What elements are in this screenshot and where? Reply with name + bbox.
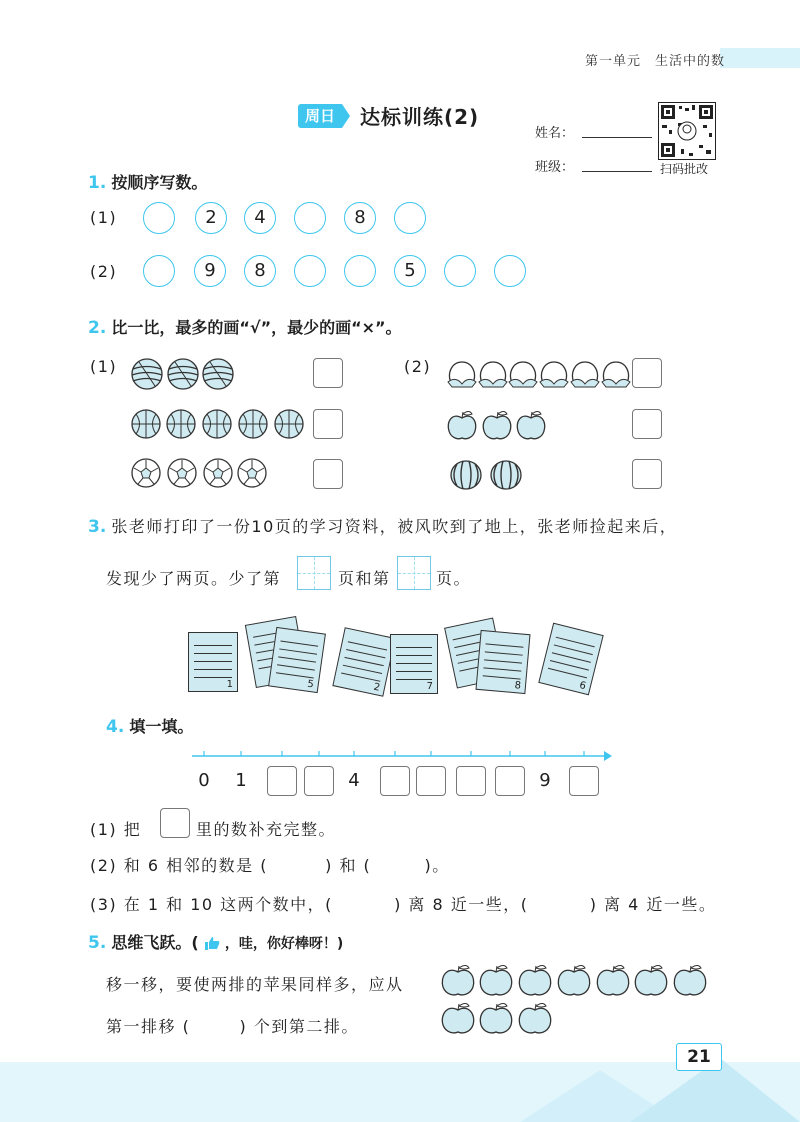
day-badge: 周日	[298, 104, 342, 128]
q4-sub1-part1: (1) 把	[90, 820, 142, 839]
page-label: 6	[578, 680, 588, 693]
paper-page	[538, 623, 603, 696]
q1-row1-cell[interactable]	[143, 202, 175, 234]
q3-line2-part1: 发现少了两页。少了第	[106, 569, 282, 588]
footer-mountains	[520, 1050, 800, 1122]
q2-part1-label: (1)	[90, 357, 118, 376]
peach-row	[448, 362, 630, 387]
q2-objects	[0, 350, 800, 500]
q1-row2-cell[interactable]	[143, 255, 175, 287]
number-line-cells	[189, 766, 619, 798]
q5-apples	[438, 955, 718, 1037]
q3-answer-box-2[interactable]	[397, 556, 431, 590]
q5-line2-part1: 第一排移 (	[106, 1017, 191, 1036]
q4-prompt: 填一填。	[129, 717, 194, 736]
q2-answer-box[interactable]	[632, 358, 662, 388]
q4-sub3-part1: (3) 在 1 和 10 这两个数中，(	[90, 895, 333, 914]
number-line-box[interactable]	[380, 766, 410, 796]
q3-answer-box-1[interactable]	[297, 556, 331, 590]
header-band	[720, 48, 800, 68]
q1-row2-cell[interactable]	[494, 255, 526, 287]
q2-number: 2.	[88, 318, 107, 338]
page-label: 8	[514, 680, 522, 692]
qr-code-icon[interactable]	[658, 102, 716, 160]
q4-sub2-part2: ) 和 (	[325, 856, 372, 875]
page-label: 5	[306, 678, 315, 691]
unit-title: 第一单元 生活中的数	[585, 54, 726, 69]
q5-prompt: 思维飞跃。(	[111, 933, 199, 952]
q3-line2-part2: 页和第	[338, 569, 391, 588]
q3-line1: 张老师打印了一份10页的学习资料，被风吹到了地上，张老师捡起来后，	[111, 517, 678, 536]
q5-line1: 移一移，要使两排的苹果同样多，应从	[106, 975, 404, 994]
q1-row2-cell[interactable]	[344, 255, 376, 287]
q1-row1-label: (1)	[90, 208, 118, 227]
q1-row2-cell: 5	[394, 255, 426, 287]
number-line-value: 4	[348, 770, 360, 791]
q1-row1-cell: 4	[244, 202, 276, 234]
q1-row1-cell[interactable]	[394, 202, 426, 234]
basketball-row	[132, 410, 303, 438]
apple-row-2	[442, 1004, 550, 1033]
q1-row2-label: (2)	[90, 262, 118, 281]
day-badge-arrow	[342, 104, 350, 128]
q4-sub3-part2: ) 离 8 近一些，(	[394, 895, 529, 914]
class-label: 班级：	[535, 160, 575, 175]
q1-row1-cell: 2	[195, 202, 227, 234]
q4-sub1-box-icon	[160, 808, 190, 838]
number-line-box[interactable]	[456, 766, 486, 796]
q1-row2-cell[interactable]	[444, 255, 476, 287]
q1-row1-cell: 8	[344, 202, 376, 234]
number-line-value: 1	[235, 770, 247, 791]
q2-prompt: 比一比，最多的画“√”，最少的画“×”。	[111, 318, 402, 337]
number-line-value: 0	[198, 770, 210, 791]
paper-page	[390, 634, 438, 694]
q4-sub3-part3: ) 离 4 近一些。	[589, 895, 717, 914]
paper-page	[332, 627, 395, 697]
q2-answer-box[interactable]	[313, 409, 343, 439]
q1-number: 1.	[88, 173, 107, 193]
q4-sub1-part2: 里的数补充完整。	[196, 820, 337, 839]
name-blank[interactable]	[582, 136, 652, 138]
q2-answer-box[interactable]	[632, 459, 662, 489]
paper-page	[475, 630, 530, 694]
number-line-box[interactable]	[569, 766, 599, 796]
page-title: 达标训练(2)	[360, 105, 480, 129]
q4-number: 4.	[106, 717, 125, 737]
page-label: 2	[372, 681, 382, 694]
q1-prompt: 按顺序写数。	[111, 173, 208, 192]
q4-sub2-part1: (2) 和 6 相邻的数是 (	[90, 856, 268, 875]
q1-row2-cell: 8	[244, 255, 276, 287]
q2-part2-label: (2)	[404, 357, 432, 376]
number-line-value: 9	[539, 770, 551, 791]
thumbs-up-icon	[204, 935, 220, 954]
q5-praise: ，哇，你好棒呀！)	[224, 936, 344, 952]
beach-ball-row	[132, 359, 233, 389]
q3-number: 3.	[88, 517, 107, 537]
q5-number: 5.	[88, 933, 107, 953]
q3-line2-part3: 页。	[436, 569, 472, 588]
paper-page	[188, 632, 238, 692]
q1-row2-cell[interactable]	[294, 255, 326, 287]
page-label: 7	[426, 681, 433, 692]
name-label: 姓名：	[535, 126, 575, 141]
number-line-box[interactable]	[304, 766, 334, 796]
apple-row-1	[442, 966, 705, 995]
soccer-ball-row	[132, 459, 266, 487]
paper-page	[268, 627, 326, 693]
number-line	[190, 748, 614, 764]
q2-answer-box[interactable]	[632, 409, 662, 439]
page-label: 1	[226, 679, 233, 690]
q2-answer-box[interactable]	[313, 358, 343, 388]
q2-answer-box[interactable]	[313, 459, 343, 489]
q4-sub2-part3: )。	[424, 856, 450, 875]
page-number: 21	[676, 1043, 722, 1071]
number-line-box[interactable]	[495, 766, 525, 796]
q1-row1-cell[interactable]	[294, 202, 326, 234]
qr-caption: 扫码批改	[660, 162, 709, 176]
apple-row	[448, 412, 545, 439]
q1-row2-cell: 9	[194, 255, 226, 287]
number-line-box[interactable]	[416, 766, 446, 796]
q5-line2-part2: ) 个到第二排。	[239, 1017, 359, 1036]
class-blank[interactable]	[582, 170, 652, 172]
number-line-box[interactable]	[267, 766, 297, 796]
watermelon-row	[451, 461, 521, 489]
